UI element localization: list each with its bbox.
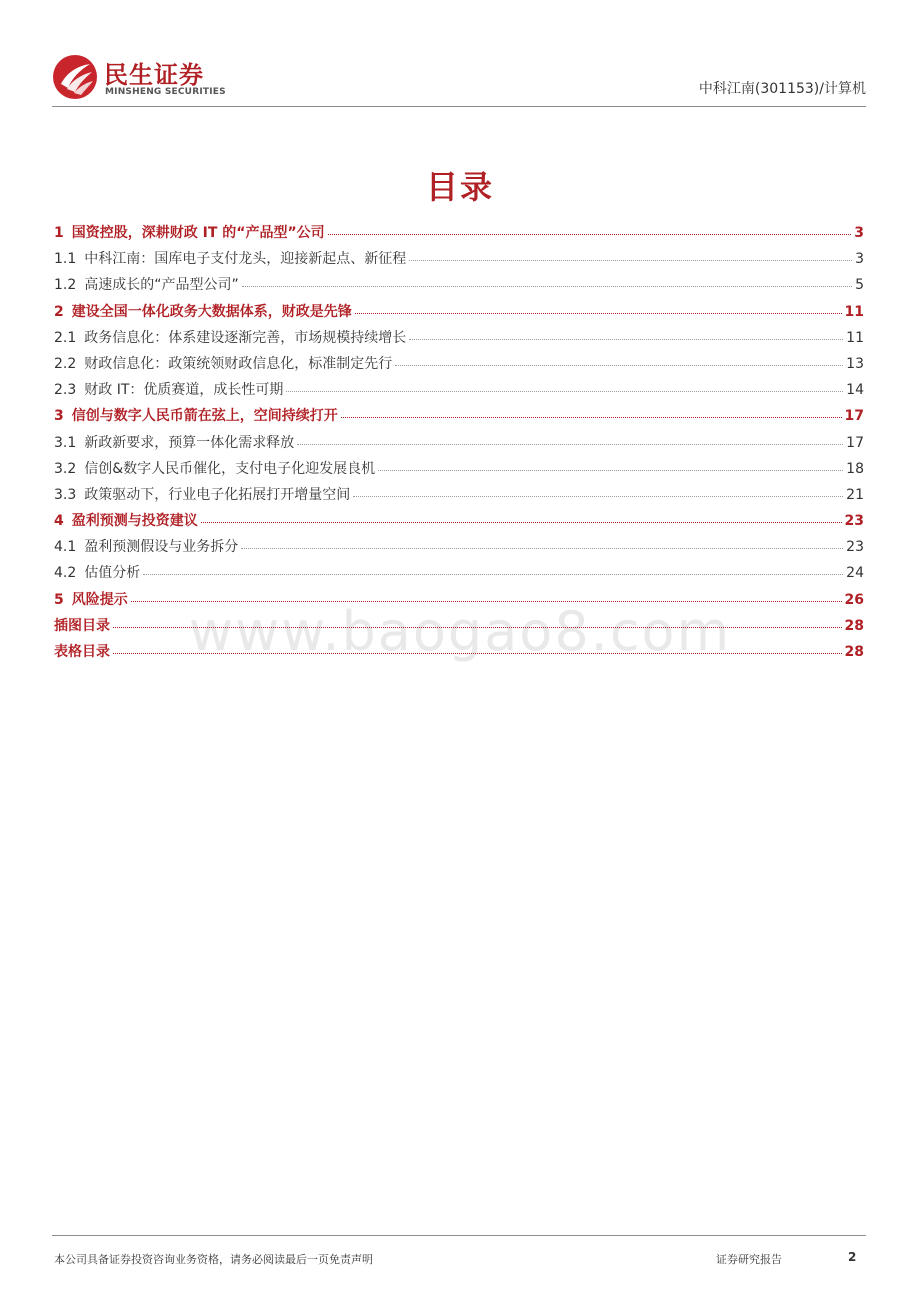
toc-entry-title: 盈利预测假设与业务拆分 [84, 539, 239, 556]
toc-entry-title: 中科江南：国库电子支付龙头，迎接新起点、新征程 [84, 251, 407, 268]
toc-dot-leader [286, 391, 843, 392]
toc-dot-leader [328, 234, 852, 235]
logo-english-text: MINSHENG SECURITIES [105, 87, 226, 97]
toc-entry-title: 新政新要求，预算一体化需求释放 [84, 434, 295, 451]
toc-entry[interactable] [54, 405, 864, 431]
toc-entry-number: 2.1 [54, 329, 77, 346]
toc-entry[interactable] [54, 327, 864, 353]
toc-entry-title: 信创&数字人民币催化，支付电子化迎发展良机 [84, 460, 376, 477]
toc-entry-title: 政务信息化：体系建设逐渐完善，市场规模持续增长 [84, 329, 407, 346]
toc-entry-page: 3 [855, 251, 864, 268]
toc-dot-leader [113, 653, 842, 654]
toc-entry-number: 2 [54, 303, 64, 320]
toc-entry-number: 1.1 [54, 251, 77, 268]
toc-dot-leader [395, 365, 843, 366]
toc-entry-title: 财政信息化：政策统领财政信息化，标准制定先行 [84, 355, 393, 372]
toc-entry-title: 政策驱动下，行业电子化拓展打开增量空间 [84, 486, 351, 503]
toc-entry-number: 5 [54, 591, 64, 608]
toc-entry-page: 28 [844, 617, 864, 634]
toc-dot-leader [131, 601, 842, 602]
toc-entry-number: 1.2 [54, 277, 77, 294]
logo-chinese-text: 民生证券 [104, 61, 204, 89]
toc-entry-title: 表格目录 [54, 644, 110, 660]
toc-entry-title: 高速成长的“产品型公司” [84, 277, 239, 294]
toc-dot-leader [297, 444, 843, 445]
toc-entry-title: 估值分析 [84, 565, 141, 582]
toc-entry-number: 3.3 [54, 486, 77, 503]
toc-entry-number: 2.2 [54, 355, 77, 372]
toc-entry-number: 4.2 [54, 565, 77, 582]
toc-entry[interactable] [54, 432, 864, 458]
toc-entry-page: 14 [846, 382, 864, 399]
toc-dot-leader [378, 470, 843, 471]
toc-entry[interactable] [54, 562, 864, 588]
toc-entry[interactable] [54, 589, 864, 615]
toc-entry-page: 26 [844, 591, 864, 608]
toc-entry-number: 4.1 [54, 539, 77, 556]
toc-dot-leader [201, 522, 842, 523]
toc-entry-title: 风险提示 [71, 591, 128, 608]
toc-entry-page: 3 [854, 225, 864, 241]
toc-entry[interactable] [54, 248, 864, 274]
footer-disclaimer: 本公司具备证券投资咨询业务资格，请务必阅读最后一页免责声明 [54, 1253, 373, 1266]
header-divider [52, 106, 866, 107]
toc-entry-page: 23 [844, 513, 864, 530]
toc-entry[interactable] [54, 615, 864, 641]
toc-dot-leader [409, 339, 843, 340]
toc-entry[interactable] [54, 222, 864, 248]
toc-entry-page: 11 [846, 329, 864, 346]
toc-entry-page: 11 [844, 303, 864, 320]
toc-entry-title: 建设全国一体化政务大数据体系，财政是先锋 [71, 303, 352, 320]
toc-entry-number: 3.2 [54, 460, 77, 477]
toc-entry-page: 17 [846, 434, 864, 451]
toc-dot-leader [241, 548, 843, 549]
toc-entry[interactable] [54, 484, 864, 510]
toc-entry-title: 盈利预测与投资建议 [71, 513, 198, 530]
toc-entry-page: 23 [846, 539, 864, 556]
toc-entry[interactable] [54, 510, 864, 536]
toc-dot-leader [143, 574, 843, 575]
toc-entry[interactable] [54, 353, 864, 379]
toc-entry[interactable] [54, 641, 864, 667]
stock-and-sector: 中科江南(301153)/计算机 [698, 81, 866, 97]
toc-entry-page: 5 [855, 277, 864, 294]
toc-entry-number: 1 [54, 225, 64, 241]
toc-entry-number: 3 [54, 408, 64, 425]
toc-entry-page: 13 [846, 355, 864, 372]
toc-dot-leader [355, 313, 842, 314]
toc-dot-leader [113, 627, 842, 628]
toc-entry-number: 2.3 [54, 382, 77, 399]
toc-entry-number: 4 [54, 513, 64, 530]
page-header [52, 48, 866, 106]
toc-dot-leader [353, 496, 843, 497]
table-of-contents [54, 222, 864, 667]
toc-entry-page: 28 [844, 644, 864, 660]
toc-entry-title: 信创与数字人民币箭在弦上，空间持续打开 [71, 408, 338, 425]
toc-entry-title: 插图目录 [54, 617, 110, 634]
toc-entry[interactable] [54, 274, 864, 300]
toc-entry-page: 18 [846, 460, 864, 477]
page-number: 2 [848, 1250, 857, 1264]
toc-entry[interactable] [54, 301, 864, 327]
toc-dot-leader [409, 260, 852, 261]
footer-report-type: 证券研究报告 [716, 1253, 782, 1266]
toc-entry-page: 17 [844, 408, 864, 425]
toc-entry[interactable] [54, 379, 864, 405]
toc-entry-title: 国资控股，深耕财政 IT 的“产品型”公司 [71, 225, 325, 241]
logo-mark-icon [52, 54, 98, 100]
company-logo [52, 54, 272, 102]
toc-dot-leader [242, 286, 852, 287]
watermark: www.baogao8.com [188, 600, 732, 663]
toc-entry[interactable] [54, 458, 864, 484]
toc-entry-title: 财政 IT：优质赛道，成长性可期 [84, 382, 284, 399]
toc-entry-number: 3.1 [54, 434, 77, 451]
toc-entry-page: 21 [846, 486, 864, 503]
toc-entry-page: 24 [846, 565, 864, 582]
footer-divider [52, 1235, 866, 1236]
page-title: 目录 [425, 168, 494, 206]
toc-entry[interactable] [54, 536, 864, 562]
toc-dot-leader [341, 417, 842, 418]
